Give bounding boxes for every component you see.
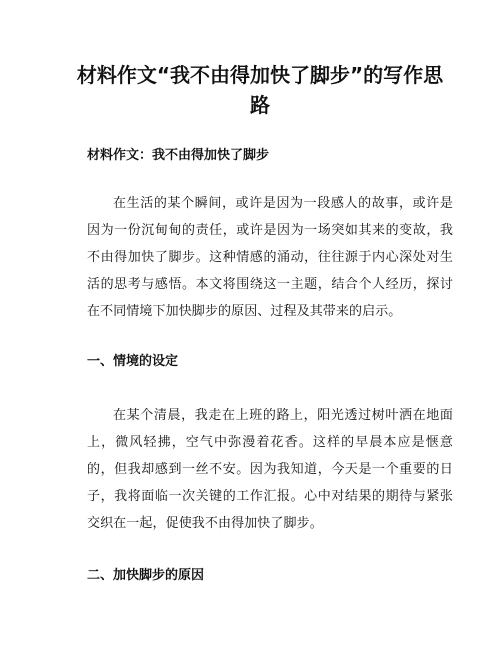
section-heading-1: 一、情境的设定 <box>87 354 179 369</box>
section-heading-2: 二、加快脚步的原因 <box>87 568 205 583</box>
intro-paragraph: 在生活的某个瞬间，或许是因为一段感人的故事，或许是因为一份沉甸甸的责任，或许是因为一场突如其来的变故，我不由得加快了脚步。这种情感的涌动，往往源于内心深处对生活的思考与感悟。本文将围绕这一主题，结合个人经历，探讨在不同情境下加快脚步的原因、过程及其带来的启示。 <box>87 196 453 319</box>
document-subtitle: 材料作文：我不由得加快了脚步 <box>87 148 270 163</box>
document-title: 材料作文“我不由得加快了脚步”的写作思路 <box>76 63 444 117</box>
section-1-paragraph: 在某个清晨，我走在上班的路上，阳光透过树叶洒在地面上，微风轻拂，空气中弥漫着花香。这样的早晨本应是惬意的，但我却感到一丝不安。因为我知道，今天是一个重要的日子，我将面临一次关键的工作汇报。心中对结果的期待与紧张交织在一起，促使我不由得加快了脚步。 <box>87 408 453 531</box>
